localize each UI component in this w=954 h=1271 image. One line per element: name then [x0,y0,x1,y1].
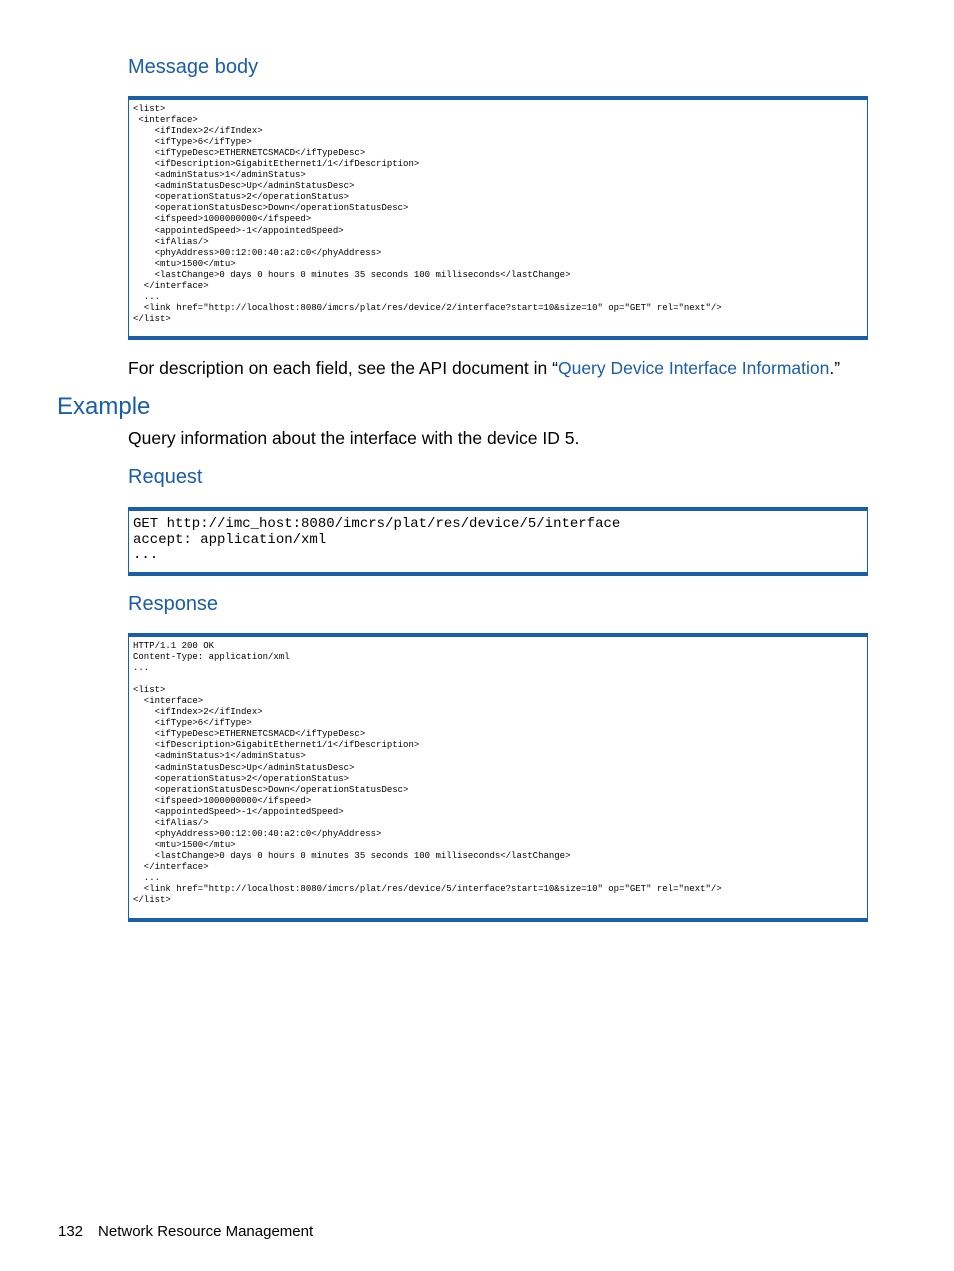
request-heading: Request [128,466,203,488]
field-description-paragraph [128,357,840,379]
footer-section-title: Network Resource Management [98,1223,314,1240]
response-code-block [128,633,868,922]
response-heading: Response [128,593,219,615]
description-suffix: .” [829,358,841,378]
request-code: GET http://imc_host:8080/imcrs/plat/res/device/5/interface accept: application/xml ... [133,516,621,563]
message-body-code-block [128,96,868,340]
message-body-heading: Message body [128,56,259,78]
message-body-code: <list> <interface> <ifIndex>2</ifIndex> <ifType>6</ifType> <ifTypeDesc>ETHERNETCSMACD</ifTypeDesc> <ifDescription>GigabitEthernet1/1</ifDescription> <adminStatus>1</adminStatus> <adminStatusDesc>Up</adminStatusDesc> <operationStatus>2</operationStatus> <operationStatusDesc>Down</operationStatusDesc> <ifspeed>1000000000</ifspeed> <appointedSpeed>-1</appointedSpeed> <ifAlias/> <phyAddress>00:12:00:40:a2:c0</phyAddress> <mtu>1500</mtu> <lastChange>0 days 0 hours 0 minutes 35 seconds 100 milliseconds</lastChange> </interface> ... <link href="http://localhost:8080/imcrs/plat/res/device/2/interface?start=10&size=10" op="GET" rel="next"/> </list> [133,104,722,324]
response-code: HTTP/1.1 200 OK Content-Type: application/xml ... <list> <interface> <ifIndex>2</ifIndex> <ifType>6</ifType> <ifTypeDesc>ETHERNETCSMACD</ifTypeDesc> <ifDescription>GigabitEthernet1/1</ifDescription> <adminStatus>1</adminStatus> <adminStatusDesc>Up</adminStatusDesc> <operationStatus>2</operationStatus> <operationStatusDesc>Down</operationStatusDesc> <ifspeed>1000000000</ifspeed> <appointedSpeed>-1</appointedSpeed> <ifAlias/> <phyAddress>00:12:00:40:a2:c0</phyAddress> <mtu>1500</mtu> <lastChange>0 days 0 hours 0 minutes 35 seconds 100 milliseconds</lastChange> </interface> ... <link href="http://localhost:8080/imcrs/plat/res/device/5/interface?start=10&size=10" op="GET" rel="next"/> </list> [133,641,722,906]
example-description: Query information about the interface with the device ID 5. [128,428,580,448]
description-prefix: For description on each field, see the API document in “ [128,358,558,378]
query-device-interface-information-link[interactable]: Query Device Interface Information [557,358,830,378]
page-number: 132 [58,1223,84,1240]
request-code-block [128,507,868,576]
example-heading: Example [57,393,151,420]
page-footer [58,1222,313,1242]
